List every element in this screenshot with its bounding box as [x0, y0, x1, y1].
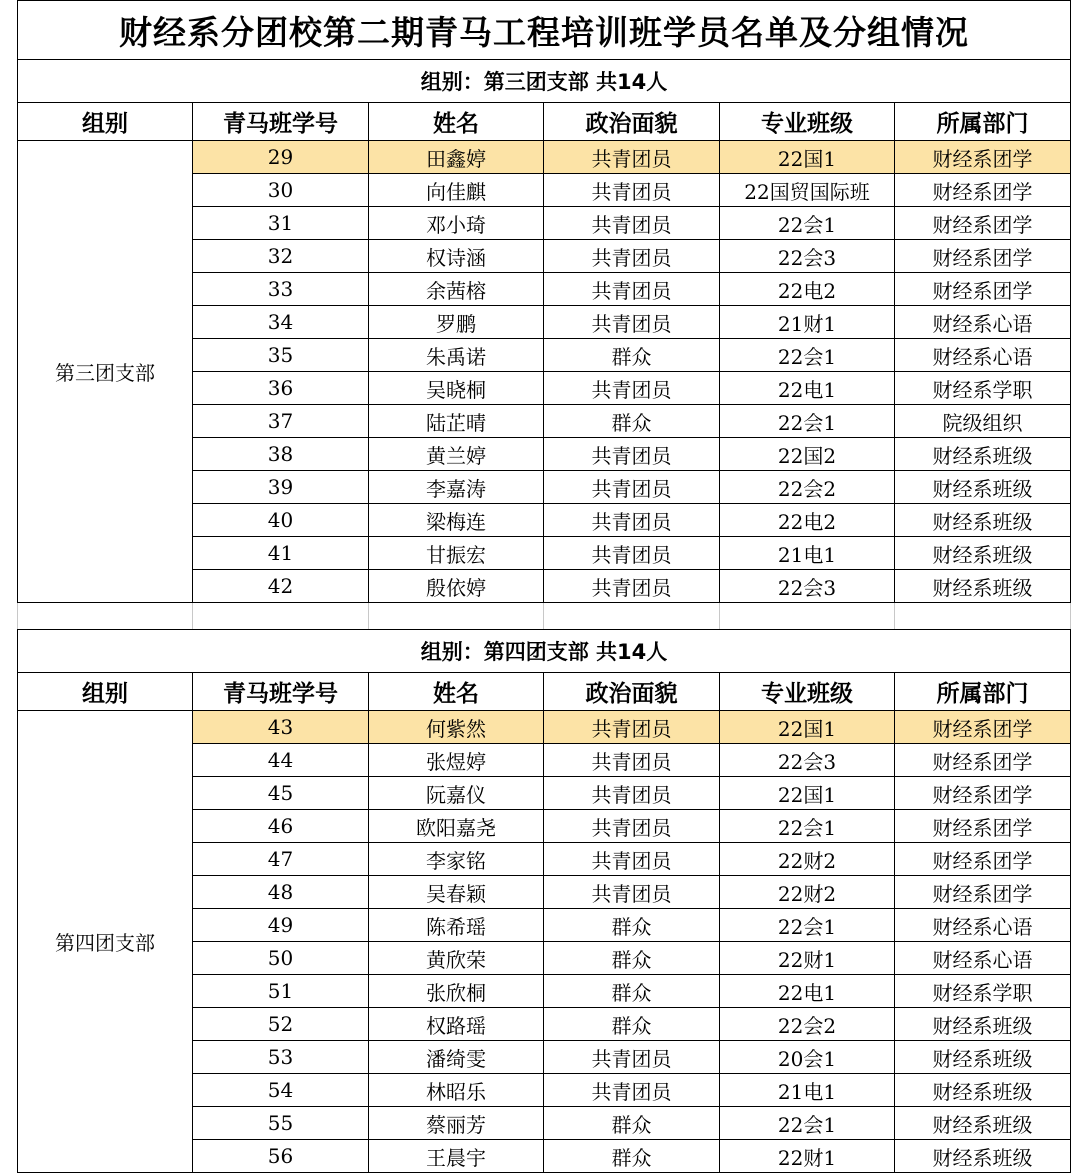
student-id-cell: 48: [193, 876, 369, 909]
department-cell: 财经系班级: [895, 1074, 1071, 1107]
column-header: 所属部门: [895, 103, 1071, 141]
column-header: 专业班级: [720, 103, 895, 141]
department-cell: 院级组织: [895, 405, 1071, 438]
student-name-cell: 李家铭: [369, 843, 544, 876]
political-status-cell: 共青团员: [544, 570, 720, 603]
student-name-cell: 向佳麒: [369, 174, 544, 207]
political-status-cell: 共青团员: [544, 537, 720, 570]
student-id-cell: 31: [193, 207, 369, 240]
department-cell: 财经系班级: [895, 537, 1071, 570]
class-cell: 22国贸国际班: [720, 174, 895, 207]
department-cell: 财经系心语: [895, 909, 1071, 942]
student-name-cell: 吴晓桐: [369, 372, 544, 405]
class-cell: 21电1: [720, 537, 895, 570]
student-id-cell: 44: [193, 744, 369, 777]
student-id-cell: 45: [193, 777, 369, 810]
group-name-cell: 第三团支部: [18, 141, 193, 603]
class-cell: 22电2: [720, 504, 895, 537]
student-name-cell: 黄欣荣: [369, 942, 544, 975]
department-cell: 财经系班级: [895, 504, 1071, 537]
student-name-cell: 黄兰婷: [369, 438, 544, 471]
class-cell: 22会1: [720, 207, 895, 240]
department-cell: 财经系班级: [895, 1140, 1071, 1173]
department-cell: 财经系团学: [895, 810, 1071, 843]
political-status-cell: 群众: [544, 1008, 720, 1041]
class-cell: 22国1: [720, 711, 895, 744]
class-cell: 22电1: [720, 975, 895, 1008]
student-id-cell: 43: [193, 711, 369, 744]
class-cell: 22会1: [720, 909, 895, 942]
department-cell: 财经系心语: [895, 306, 1071, 339]
political-status-cell: 共青团员: [544, 372, 720, 405]
class-cell: 21财1: [720, 306, 895, 339]
student-name-cell: 陆芷晴: [369, 405, 544, 438]
political-status-cell: 共青团员: [544, 744, 720, 777]
roster-body: [18, 1, 1071, 1173]
column-header: 青马班学号: [193, 103, 369, 141]
political-status-cell: 共青团员: [544, 711, 720, 744]
department-cell: 财经系团学: [895, 711, 1071, 744]
student-id-cell: 50: [193, 942, 369, 975]
table-row: [18, 141, 1071, 174]
document-title-row: [18, 1, 1071, 60]
empty-cell: [895, 603, 1071, 630]
political-status-cell: 共青团员: [544, 1041, 720, 1074]
student-name-cell: 何紫然: [369, 711, 544, 744]
political-status-cell: 共青团员: [544, 504, 720, 537]
political-status-cell: 共青团员: [544, 438, 720, 471]
department-cell: 财经系班级: [895, 1041, 1071, 1074]
column-header-row: [18, 103, 1071, 141]
student-id-cell: 47: [193, 843, 369, 876]
student-id-cell: 51: [193, 975, 369, 1008]
student-name-cell: 阮嘉仪: [369, 777, 544, 810]
student-name-cell: 甘振宏: [369, 537, 544, 570]
political-status-cell: 群众: [544, 1140, 720, 1173]
student-id-cell: 33: [193, 273, 369, 306]
roster-sheet: [17, 0, 1070, 1173]
group-spacer-row: [18, 603, 1071, 630]
student-id-cell: 38: [193, 438, 369, 471]
class-cell: 22会1: [720, 1107, 895, 1140]
department-cell: 财经系团学: [895, 207, 1071, 240]
department-cell: 财经系学职: [895, 975, 1071, 1008]
department-cell: 财经系团学: [895, 876, 1071, 909]
political-status-cell: 群众: [544, 942, 720, 975]
student-id-cell: 55: [193, 1107, 369, 1140]
student-name-cell: 陈希瑶: [369, 909, 544, 942]
class-cell: 22财2: [720, 876, 895, 909]
class-cell: 22财1: [720, 1140, 895, 1173]
column-header: 青马班学号: [193, 673, 369, 711]
column-header: 专业班级: [720, 673, 895, 711]
document-title: 财经系分团校第二期青马工程培训班学员名单及分组情况: [18, 1, 1071, 60]
political-status-cell: 共青团员: [544, 876, 720, 909]
department-cell: 财经系团学: [895, 141, 1071, 174]
column-header-row: [18, 673, 1071, 711]
political-status-cell: 共青团员: [544, 207, 720, 240]
department-cell: 财经系团学: [895, 777, 1071, 810]
political-status-cell: 共青团员: [544, 1074, 720, 1107]
column-header: 组别: [18, 103, 193, 141]
political-status-cell: 共青团员: [544, 273, 720, 306]
student-name-cell: 田鑫婷: [369, 141, 544, 174]
class-cell: 22会1: [720, 405, 895, 438]
political-status-cell: 群众: [544, 405, 720, 438]
class-cell: 20会1: [720, 1041, 895, 1074]
student-id-cell: 56: [193, 1140, 369, 1173]
group-title: 组别：第四团支部 共14人: [18, 630, 1071, 673]
political-status-cell: 共青团员: [544, 777, 720, 810]
class-cell: 22会2: [720, 471, 895, 504]
student-name-cell: 朱禹诺: [369, 339, 544, 372]
department-cell: 财经系学职: [895, 372, 1071, 405]
political-status-cell: 共青团员: [544, 843, 720, 876]
department-cell: 财经系心语: [895, 339, 1071, 372]
student-name-cell: 殷依婷: [369, 570, 544, 603]
group-name-cell: 第四团支部: [18, 711, 193, 1173]
empty-cell: [720, 603, 895, 630]
student-id-cell: 52: [193, 1008, 369, 1041]
political-status-cell: 共青团员: [544, 240, 720, 273]
student-id-cell: 30: [193, 174, 369, 207]
class-cell: 22国1: [720, 141, 895, 174]
class-cell: 21电1: [720, 1074, 895, 1107]
student-name-cell: 张煜婷: [369, 744, 544, 777]
political-status-cell: 共青团员: [544, 471, 720, 504]
student-name-cell: 余茜榕: [369, 273, 544, 306]
column-header: 政治面貌: [544, 673, 720, 711]
political-status-cell: 共青团员: [544, 141, 720, 174]
group-title: 组别：第三团支部 共14人: [18, 60, 1071, 103]
student-name-cell: 吴春颖: [369, 876, 544, 909]
political-status-cell: 共青团员: [544, 810, 720, 843]
political-status-cell: 共青团员: [544, 306, 720, 339]
student-id-cell: 46: [193, 810, 369, 843]
empty-cell: [193, 603, 369, 630]
student-id-cell: 35: [193, 339, 369, 372]
student-name-cell: 权诗涵: [369, 240, 544, 273]
column-header: 所属部门: [895, 673, 1071, 711]
student-id-cell: 54: [193, 1074, 369, 1107]
department-cell: 财经系团学: [895, 843, 1071, 876]
student-name-cell: 潘绮雯: [369, 1041, 544, 1074]
class-cell: 22国2: [720, 438, 895, 471]
student-name-cell: 欧阳嘉尧: [369, 810, 544, 843]
empty-cell: [18, 603, 193, 630]
class-cell: 22财1: [720, 942, 895, 975]
class-cell: 22会3: [720, 240, 895, 273]
class-cell: 22会3: [720, 570, 895, 603]
department-cell: 财经系团学: [895, 744, 1071, 777]
student-name-cell: 权路瑶: [369, 1008, 544, 1041]
column-header: 姓名: [369, 103, 544, 141]
student-name-cell: 蔡丽芳: [369, 1107, 544, 1140]
empty-cell: [369, 603, 544, 630]
roster-table: [17, 0, 1071, 1173]
student-name-cell: 梁梅连: [369, 504, 544, 537]
political-status-cell: 群众: [544, 339, 720, 372]
student-name-cell: 罗鹏: [369, 306, 544, 339]
political-status-cell: 共青团员: [544, 174, 720, 207]
student-id-cell: 34: [193, 306, 369, 339]
column-header: 姓名: [369, 673, 544, 711]
department-cell: 财经系班级: [895, 570, 1071, 603]
class-cell: 22电1: [720, 372, 895, 405]
student-id-cell: 53: [193, 1041, 369, 1074]
student-id-cell: 29: [193, 141, 369, 174]
class-cell: 22电2: [720, 273, 895, 306]
department-cell: 财经系团学: [895, 240, 1071, 273]
student-name-cell: 林昭乐: [369, 1074, 544, 1107]
group-title-row: [18, 630, 1071, 673]
political-status-cell: 群众: [544, 909, 720, 942]
student-name-cell: 李嘉涛: [369, 471, 544, 504]
class-cell: 22国1: [720, 777, 895, 810]
student-id-cell: 32: [193, 240, 369, 273]
column-header: 组别: [18, 673, 193, 711]
department-cell: 财经系班级: [895, 471, 1071, 504]
class-cell: 22会2: [720, 1008, 895, 1041]
department-cell: 财经系班级: [895, 438, 1071, 471]
student-name-cell: 张欣桐: [369, 975, 544, 1008]
empty-cell: [544, 603, 720, 630]
department-cell: 财经系团学: [895, 273, 1071, 306]
class-cell: 22会3: [720, 744, 895, 777]
class-cell: 22财2: [720, 843, 895, 876]
department-cell: 财经系班级: [895, 1008, 1071, 1041]
student-id-cell: 39: [193, 471, 369, 504]
student-id-cell: 42: [193, 570, 369, 603]
political-status-cell: 群众: [544, 1107, 720, 1140]
table-row: [18, 711, 1071, 744]
department-cell: 财经系心语: [895, 942, 1071, 975]
student-id-cell: 36: [193, 372, 369, 405]
student-id-cell: 37: [193, 405, 369, 438]
class-cell: 22会1: [720, 810, 895, 843]
student-name-cell: 邓小琦: [369, 207, 544, 240]
student-name-cell: 王晨宇: [369, 1140, 544, 1173]
department-cell: 财经系团学: [895, 174, 1071, 207]
student-id-cell: 40: [193, 504, 369, 537]
student-id-cell: 49: [193, 909, 369, 942]
political-status-cell: 群众: [544, 975, 720, 1008]
student-id-cell: 41: [193, 537, 369, 570]
group-title-row: [18, 60, 1071, 103]
column-header: 政治面貌: [544, 103, 720, 141]
class-cell: 22会1: [720, 339, 895, 372]
department-cell: 财经系班级: [895, 1107, 1071, 1140]
